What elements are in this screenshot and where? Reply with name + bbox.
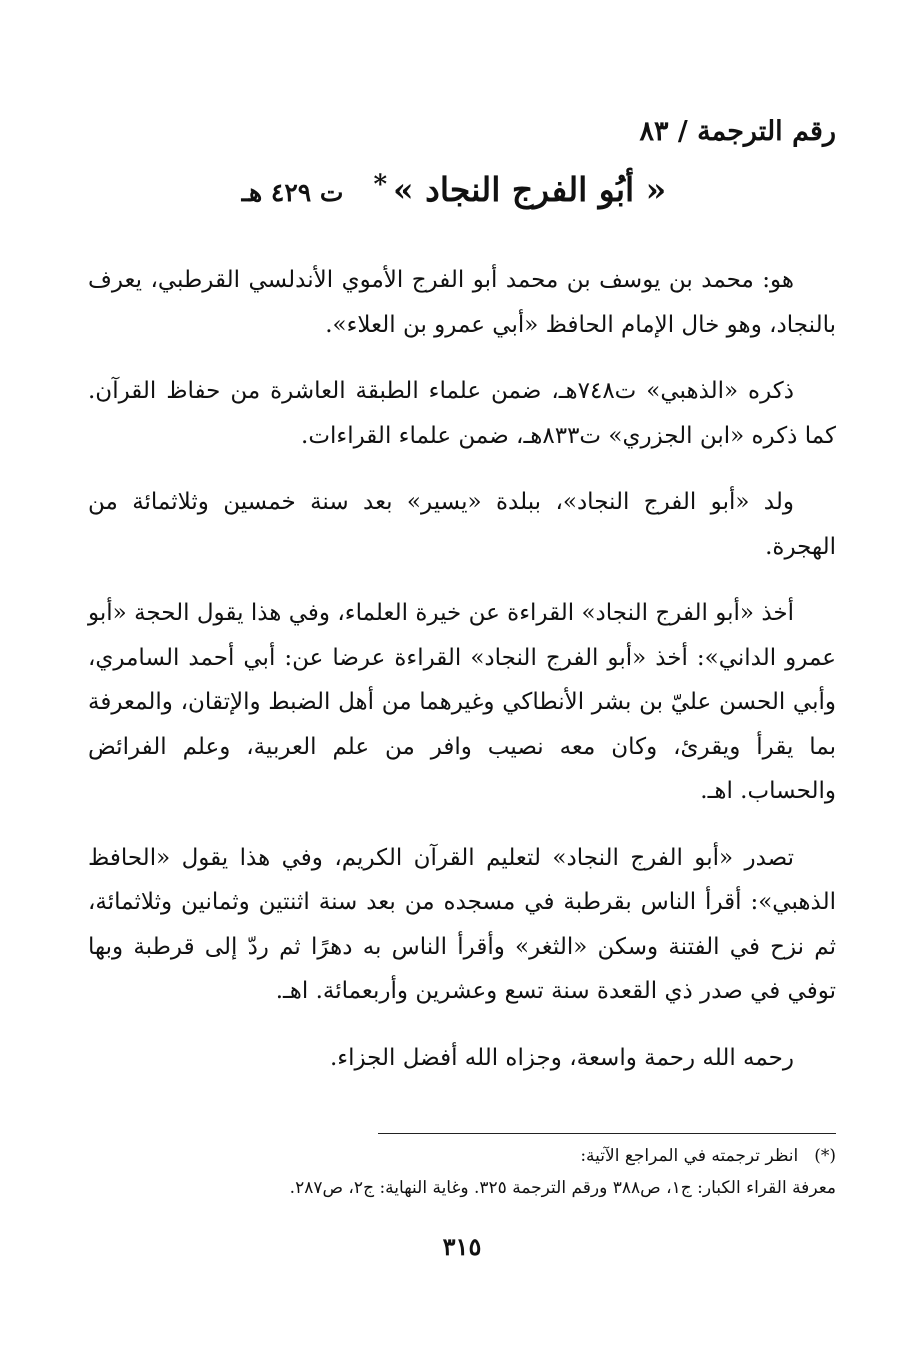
paragraph-text: ذكره «الذهبي» ت٧٤٨هـ، ضمن علماء الطبقة العاشرة من حفاظ القرآن. كما ذكره «ابن الجزري» ت٨٣٣هـ، ضمن علماء القراءات. <box>88 378 836 449</box>
footnote-references: معرفة القراء الكبار: ج١، ص٣٨٨ ورقم الترجمة ٣٢٥. وغاية النهاية: ج٢، ص٢٨٧. <box>289 1178 836 1198</box>
title-name: « أبُو الفرج النجاد » <box>393 170 667 209</box>
death-year: ت ٤٢٩ هـ <box>241 178 344 207</box>
paragraph-mentions <box>88 369 836 458</box>
paragraph-text: تصدر «أبو الفرج النجاد» لتعليم القرآن الكريم، وفي هذا يقول «الحافظ الذهبي»: أقرأ الناس بقرطبة في مسجده من بعد سنة اثنتين وثمانين وثلاثمائة، ثم نزح في الفتنة وسكن «الثغر» وأقرأ الناس به دهرًا ثم ردّ إلى قرطبة وبها توفي في صدر ذي القعدة سنة تسع وعشرين وأربعمائة. اهـ. <box>88 844 836 1004</box>
footnote-intro: انظر ترجمته في المراجع الآتية: <box>580 1146 799 1166</box>
paragraph-text: ولد «أبو الفرج النجاد»، ببلدة «يسير» بعد سنة خمسين وثلاثمائة من الهجرة. <box>88 489 836 560</box>
paragraph-birth <box>88 480 836 569</box>
footnote-marker: (*) <box>814 1146 836 1166</box>
paragraph-text: هو: محمد بن يوسف بن محمد أبو الفرج الأموي الأندلسي القرطبي، يعرف بالنجاد، وهو خال الإمام الحافظ «أبي عمرو بن العلاء». <box>88 267 836 338</box>
entry-number: رقم الترجمة / ٨٣ <box>639 116 836 147</box>
footnote <box>116 1140 836 1204</box>
footnote-marker-star: * <box>373 170 388 200</box>
paragraph-teachers <box>88 591 836 814</box>
page-number: ٣١٥ <box>442 1232 482 1261</box>
closing-text: رحمه الله رحمة واسعة، وجزاه الله أفضل الجزاء. <box>329 1044 794 1071</box>
biography-body <box>88 258 836 1102</box>
paragraph-text: أخذ «أبو الفرج النجاد» القراءة عن خيرة العلماء، وفي هذا يقول الحجة «أبو عمرو الداني»: أخذ «أبو الفرج النجاد» القراءة عرضا عن: أبي أحمد السامري، وأبي الحسن عليّ بن بشر الأنطاكي وغيرهما من أهل الضبط والإتقان، والمعرفة بما يقرأ ويقرئ، وكان معه نصيب وافر من علم العربية، وعلم الفرائض والحساب. اهـ. <box>88 600 836 804</box>
biography-title <box>234 162 674 224</box>
footnote-divider <box>378 1133 836 1134</box>
closing-prayer <box>88 1036 836 1081</box>
paragraph-teaching <box>88 836 836 1014</box>
footnote-intro-line <box>116 1140 836 1172</box>
paragraph-lineage <box>88 258 836 347</box>
